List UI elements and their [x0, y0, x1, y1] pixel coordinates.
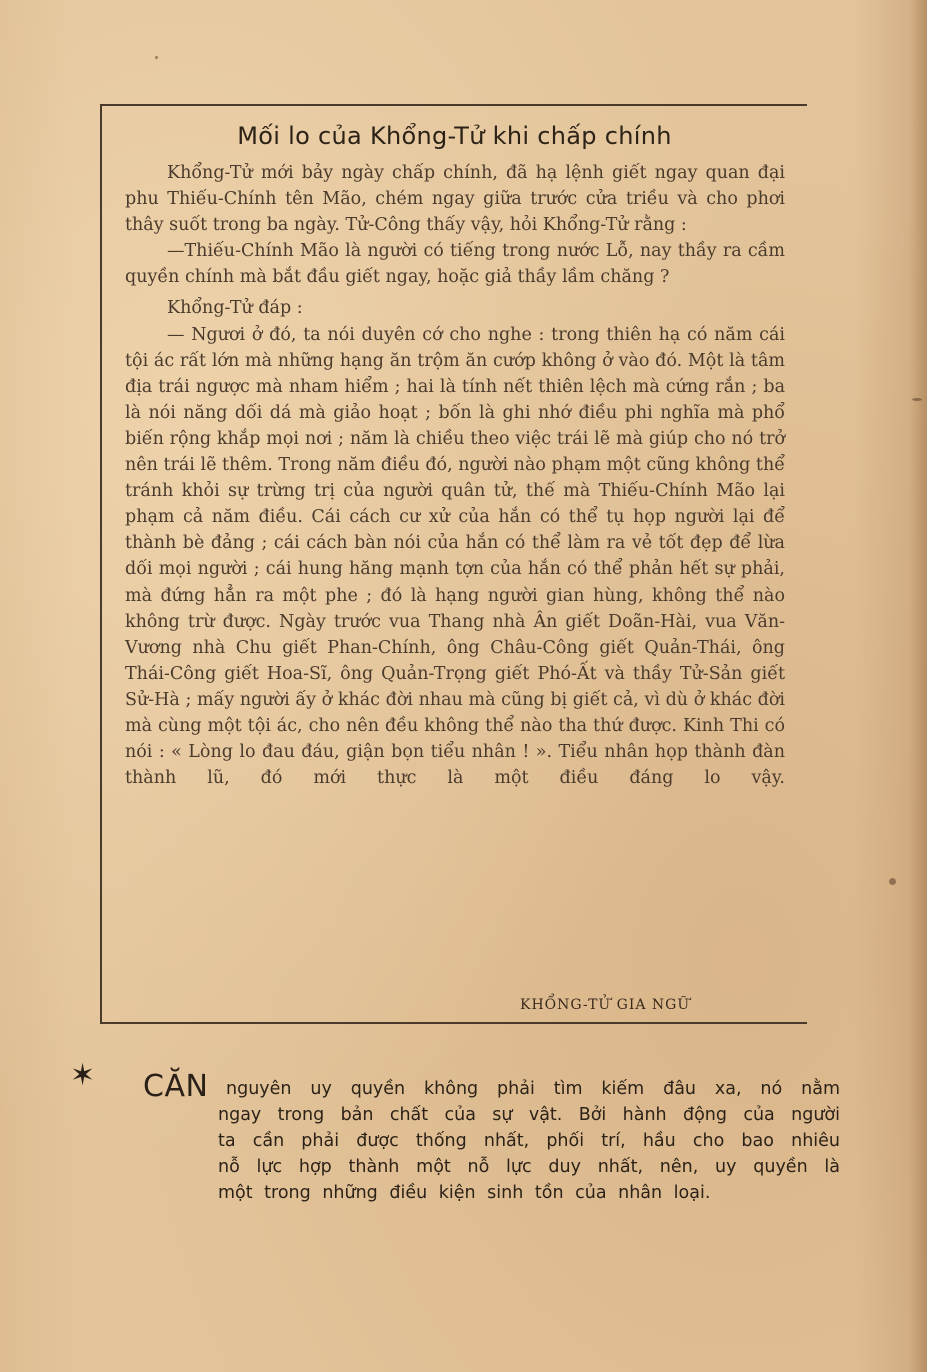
page-edge-shadow: [909, 0, 927, 1372]
box-title: Mối lo của Khổng-Tử khi chấp chính: [237, 122, 672, 150]
box-top-rule: [100, 104, 807, 106]
quote-line: ngay trong bản chất của sự vật. Bởi hành động của người: [218, 1105, 840, 1125]
quote-line: ta cần phải được thống nhất, phối trí, hầu cho bao nhiêu: [218, 1131, 840, 1151]
paper-speck: [912, 398, 922, 401]
paragraph-question: —Thiếu-Chính Mão là người có tiếng trong nước Lỗ, nay thầy ra cầm quyền chính mà bắt đầu giết ngay, hoặc giả thầy lầm chăng ?: [125, 241, 785, 288]
paper-speck: [889, 878, 896, 885]
quote-dropcap: CĂN: [143, 1069, 209, 1104]
paper-speck: [155, 56, 158, 59]
quote-line: một trong những điều kiện sinh tồn của nhân loại.: [218, 1183, 711, 1203]
quote-line: nỗ lực hợp thành một nỗ lực duy nhất, nên, uy quyền là: [218, 1157, 840, 1177]
box-left-rule: [100, 104, 102, 1024]
paragraph-answer: — Ngươi ở đó, ta nói duyên cớ cho nghe : trong thiên hạ có năm cái tội ác rất lớn mà những hạng ăn trộm ăn cướp không ở vào đó. Một là tâm địa trái ngược mà nham hiểm ; hai là tính nết thiên lệch mà cứng rắn ; ba là nói năng dối dá mà giảo hoạt ; bốn là ghi nhớ điều phi nghĩa mà phổ biến rộng khắp mọi nơi ; năm là chiều theo việc trái lẽ mà giúp cho nó trở nên trái lẽ thêm. Trong năm điều đó, người nào phạm một cũng không thể tránh khỏi sự trừng trị của người quân tử, thế mà Thiếu-Chính Mão lại phạm cả năm điều. Cái cách cư xử của hắn có thể tụ họp người lại để thành bè đảng ; cái cách bàn nói của hắn có thể làm ra vẻ tốt đẹp để lừa dối mọi người ; cái hung hăng mạnh tợn của hắn có thể phản hết sự phải, mà đứng hẳn ra một phe ; đó là hạng người gian hùng, không thể nào không trừ được. Ngày trước vua Thang nhà Ân giết Doãn-Hài, vua Văn-Vương nhà Chu giết Phan-Chính, ông Châu-Công giết Quản-Thái, ông Thái-Công giết Hoa-Sĩ, ông Quản-Trọng giết Phó-Ất và thầy Tử-Sản giết Sử-Hà ; mấy người ấy ở khác đời nhau mà cũng bị giết cả, vì dù ở khác đời mà cùng một tội ác, cho nên đều không thể nào tha thứ được. Kinh Thi có nói : « Lòng lo đau đáu, giận bọn tiểu nhân ! ». Tiểu nhân họp thành đàn thành lũ, đó mới thực là một điều đáng lo vậy.: [125, 324, 785, 789]
box-bottom-rule: [100, 1022, 807, 1024]
source-citation: KHỔNG-TỬ GIA NGỮ: [520, 997, 691, 1013]
star-ornament-icon: ✶: [70, 1058, 96, 1093]
quote-line: nguyên uy quyền không phải tìm kiếm đâu xa, nó nằm: [226, 1079, 840, 1099]
paragraph-intro: Khổng-Tử mới bảy ngày chấp chính, đã hạ lệnh giết ngay quan đại phu Thiếu-Chính tên Mão, chém ngay giữa trước cửa triều và cho phơi thây suốt trong ba ngày. Tử-Công thấy vậy, hỏi Khổng-Tử rằng :: [125, 163, 785, 236]
box-body: [125, 160, 785, 791]
paragraph-answer-lead: Khổng-Tử đáp :: [167, 298, 303, 319]
